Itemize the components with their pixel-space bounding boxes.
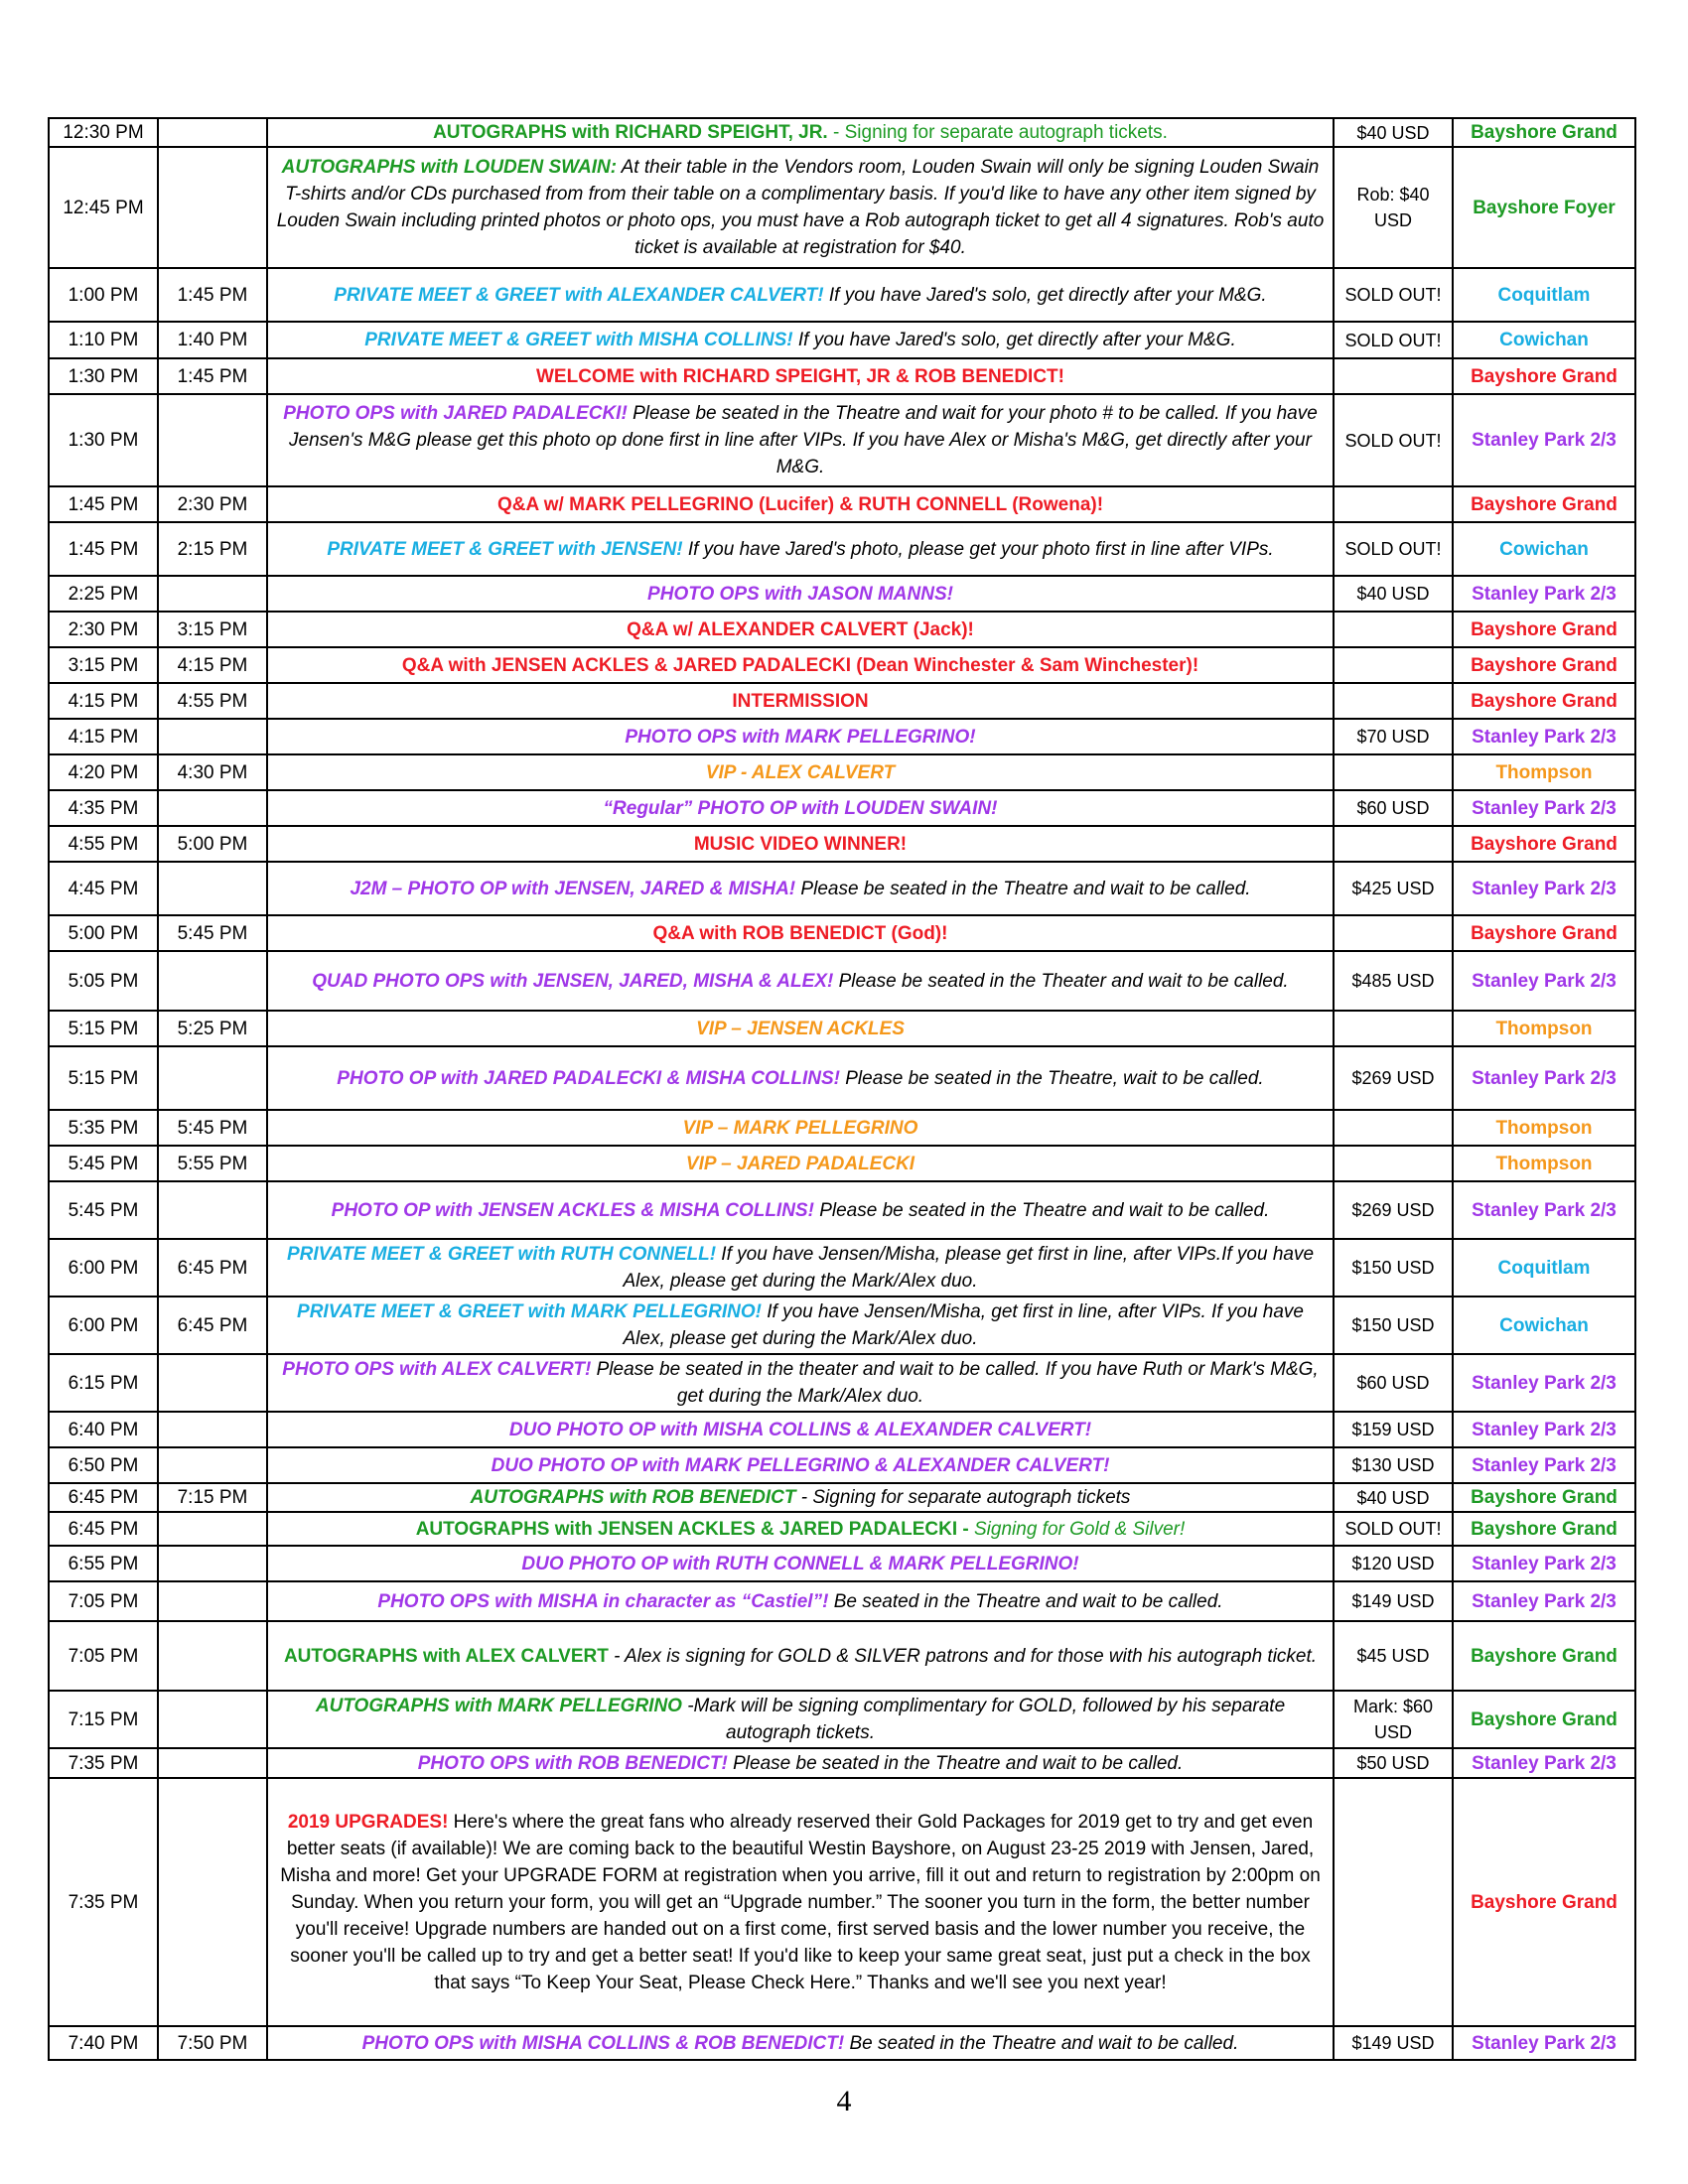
- schedule-row: [49, 522, 1635, 576]
- event-details: - Signing for separate autograph tickets.: [827, 122, 1168, 143]
- event-title: PRIVATE MEET & GREET with JENSEN!: [327, 538, 683, 560]
- room: Cowichan: [1453, 322, 1635, 358]
- price: [1334, 486, 1453, 522]
- room: Stanley Park 2/3: [1453, 862, 1635, 915]
- event-description: [267, 790, 1334, 826]
- schedule-row: [49, 1011, 1635, 1046]
- event-details: If you have Jared's photo, please get your photo first in line after VIPs.: [682, 538, 1274, 560]
- price: SOLD OUT!: [1334, 1512, 1453, 1546]
- end-time: 6:45 PM: [158, 1239, 267, 1297]
- schedule-row: [49, 322, 1635, 358]
- price: $40 USD: [1334, 118, 1453, 147]
- end-time: 1:45 PM: [158, 358, 267, 394]
- schedule-row: [49, 358, 1635, 394]
- event-title: VIP - ALEX CALVERT: [705, 761, 896, 783]
- event-description: [267, 1181, 1334, 1239]
- schedule-row: [49, 951, 1635, 1011]
- event-title: “Regular” PHOTO OP with LOUDEN SWAIN!: [603, 797, 998, 819]
- start-time: 5:15 PM: [49, 1011, 158, 1046]
- room: Stanley Park 2/3: [1453, 1354, 1635, 1412]
- start-time: 4:15 PM: [49, 683, 158, 719]
- price: $149 USD: [1334, 1581, 1453, 1621]
- start-time: 5:05 PM: [49, 951, 158, 1011]
- start-time: 12:45 PM: [49, 147, 158, 268]
- schedule-row: [49, 862, 1635, 915]
- price: [1334, 1110, 1453, 1146]
- price: $60 USD: [1334, 1354, 1453, 1412]
- start-time: 5:15 PM: [49, 1046, 158, 1110]
- event-details: Please be seated in the Theatre, wait to be called.: [839, 1067, 1264, 1089]
- room: Stanley Park 2/3: [1453, 1546, 1635, 1581]
- start-time: 6:50 PM: [49, 1447, 158, 1483]
- event-title: Q&A w/ MARK PELLEGRINO (Lucifer) & RUTH CONNELL (Rowena)!: [496, 493, 1104, 515]
- start-time: 7:05 PM: [49, 1581, 158, 1621]
- start-time: 7:35 PM: [49, 1778, 158, 2026]
- end-time: 4:30 PM: [158, 754, 267, 790]
- price: Mark: $60 USD: [1334, 1691, 1453, 1748]
- room: Bayshore Grand: [1453, 1621, 1635, 1691]
- end-time: [158, 147, 267, 268]
- event-description: [267, 358, 1334, 394]
- event-title: PHOTO OPS with MISHA in character as “Castiel”!: [377, 1590, 829, 1612]
- schedule-row: [49, 1778, 1635, 2026]
- end-time: 2:15 PM: [158, 522, 267, 576]
- event-title: AUTOGRAPHS with JENSEN ACKLES & JARED PADALECKI -: [415, 1518, 969, 1540]
- schedule-row: [49, 683, 1635, 719]
- end-time: 4:55 PM: [158, 683, 267, 719]
- event-description: [267, 754, 1334, 790]
- schedule-row: [49, 1239, 1635, 1297]
- room: Bayshore Grand: [1453, 683, 1635, 719]
- start-time: 7:05 PM: [49, 1621, 158, 1691]
- event-title: J2M – PHOTO OP with JENSEN, JARED & MISHA!: [350, 878, 796, 899]
- schedule-row: [49, 1546, 1635, 1581]
- start-time: 6:00 PM: [49, 1239, 158, 1297]
- room: Stanley Park 2/3: [1453, 2026, 1635, 2060]
- schedule-body: [49, 118, 1635, 2060]
- event-title: PHOTO OPS with MARK PELLEGRINO!: [625, 726, 976, 748]
- end-time: 7:50 PM: [158, 2026, 267, 2060]
- end-time: 3:15 PM: [158, 612, 267, 647]
- event-details: At their table in the Vendors room, Louden Swain will only be signing Louden Swain T-shirts and/or CDs purchased from from their table on a complimentary basis. If you'd like to have any other item signed by Louden Swain including printed photos or photo ops, you must have a Rob autograph ticket to get all 4 signatures. Rob's auto ticket is available at registration for $40.: [276, 157, 1325, 258]
- room: Stanley Park 2/3: [1453, 951, 1635, 1011]
- price: $150 USD: [1334, 1239, 1453, 1297]
- event-details: Please be seated in the theater and wait to be called. If you have Ruth or Mark's M&G, get during the Mark/Alex duo.: [591, 1359, 1319, 1407]
- room: Bayshore Grand: [1453, 1778, 1635, 2026]
- schedule-row: [49, 486, 1635, 522]
- schedule-row: [49, 147, 1635, 268]
- end-time: [158, 1691, 267, 1748]
- start-time: 4:45 PM: [49, 862, 158, 915]
- event-description: [267, 1110, 1334, 1146]
- start-time: 1:45 PM: [49, 486, 158, 522]
- event-description: [267, 1354, 1334, 1412]
- start-time: 1:00 PM: [49, 268, 158, 322]
- event-title: PHOTO OPS with JASON MANNS!: [647, 583, 953, 605]
- event-title: AUTOGRAPHS with ROB BENEDICT: [470, 1487, 796, 1508]
- end-time: [158, 862, 267, 915]
- event-title: PHOTO OPS with ROB BENEDICT!: [417, 1752, 728, 1774]
- event-details: Please be seated in the Theatre and wait to be called.: [727, 1752, 1184, 1774]
- end-time: [158, 1447, 267, 1483]
- end-time: 7:15 PM: [158, 1483, 267, 1512]
- room: Bayshore Grand: [1453, 358, 1635, 394]
- price: $120 USD: [1334, 1546, 1453, 1581]
- price: $150 USD: [1334, 1297, 1453, 1354]
- event-title: QUAD PHOTO OPS with JENSEN, JARED, MISHA & ALEX!: [312, 970, 834, 992]
- room: Stanley Park 2/3: [1453, 1748, 1635, 1778]
- event-description: [267, 1046, 1334, 1110]
- event-description: [267, 1483, 1334, 1512]
- start-time: 4:35 PM: [49, 790, 158, 826]
- end-time: [158, 1512, 267, 1546]
- event-description: [267, 1581, 1334, 1621]
- price: $60 USD: [1334, 790, 1453, 826]
- schedule-row: [49, 1748, 1635, 1778]
- event-description: [267, 1748, 1334, 1778]
- event-description: [267, 862, 1334, 915]
- page-number: 4: [836, 2085, 852, 2117]
- room: Stanley Park 2/3: [1453, 1181, 1635, 1239]
- event-title: Q&A with ROB BENEDICT (God)!: [652, 922, 948, 944]
- start-time: 5:35 PM: [49, 1110, 158, 1146]
- schedule-row: [49, 1483, 1635, 1512]
- price: SOLD OUT!: [1334, 268, 1453, 322]
- event-title: AUTOGRAPHS with MARK PELLEGRINO: [315, 1696, 682, 1716]
- event-description: [267, 268, 1334, 322]
- event-title: Q&A with JENSEN ACKLES & JARED PADALECKI (Dean Winchester & Sam Winchester)!: [401, 654, 1199, 676]
- event-details: Be seated in the Theatre and wait to be called.: [828, 1590, 1223, 1612]
- end-time: [158, 394, 267, 486]
- event-title: VIP – JARED PADALECKI: [685, 1153, 915, 1174]
- start-time: 6:40 PM: [49, 1412, 158, 1447]
- schedule-row: [49, 394, 1635, 486]
- schedule-row: [49, 268, 1635, 322]
- event-details: Please be seated in the Theater and wait to be called.: [833, 970, 1289, 992]
- event-description: [267, 1621, 1334, 1691]
- schedule-row: [49, 576, 1635, 612]
- price: [1334, 612, 1453, 647]
- start-time: 5:00 PM: [49, 915, 158, 951]
- event-title: PRIVATE MEET & GREET with RUTH CONNELL!: [286, 1244, 717, 1265]
- start-time: 4:20 PM: [49, 754, 158, 790]
- event-title: Q&A w/ ALEXANDER CALVERT (Jack)!: [627, 618, 974, 640]
- room: Thompson: [1453, 1110, 1635, 1146]
- event-description: [267, 394, 1334, 486]
- end-time: 6:45 PM: [158, 1297, 267, 1354]
- room: Stanley Park 2/3: [1453, 790, 1635, 826]
- room: Cowichan: [1453, 522, 1635, 576]
- start-time: 6:15 PM: [49, 1354, 158, 1412]
- price: SOLD OUT!: [1334, 522, 1453, 576]
- event-description: [267, 1447, 1334, 1483]
- schedule-row: [49, 1110, 1635, 1146]
- schedule-row: [49, 826, 1635, 862]
- end-time: [158, 1748, 267, 1778]
- end-time: 2:30 PM: [158, 486, 267, 522]
- event-description: [267, 118, 1334, 147]
- price: $70 USD: [1334, 719, 1453, 754]
- price: $149 USD: [1334, 2026, 1453, 2060]
- room: Thompson: [1453, 1146, 1635, 1181]
- room: Bayshore Grand: [1453, 1483, 1635, 1512]
- event-details: Please be seated in the Theatre and wait to be called.: [795, 878, 1251, 899]
- price: $40 USD: [1334, 1483, 1453, 1512]
- price: $40 USD: [1334, 576, 1453, 612]
- event-description: [267, 1546, 1334, 1581]
- schedule-row: [49, 1581, 1635, 1621]
- event-details: If you have Jared's solo, get directly after your M&G.: [792, 330, 1236, 350]
- event-title: AUTOGRAPHS with ALEX CALVERT: [283, 1645, 609, 1667]
- schedule-row: [49, 1412, 1635, 1447]
- event-title: PRIVATE MEET & GREET with ALEXANDER CALVERT!: [334, 284, 824, 306]
- schedule-row: [49, 1447, 1635, 1483]
- event-details: Here's where the great fans who already reserved their Gold Packages for 2019 get to try and get even better seats (if available)! We are coming back to the beautiful Westin Bayshore, on August 23-25 2019 with Jensen, Jared, Misha and more! Get your UPGRADE FORM at registration when you arrive, fill it out and return to registration by 2:00pm on Sunday. When you return your form, you will get an “Upgrade number.” The sooner you turn in the form, the better number you'll receive! Upgrade numbers are handed out on a first come, first served basis and the lower number you receive, the sooner you'll be called up to try and get a better seat! If you'd like to keep your same great seat, just put a check in the box that says “To Keep Your Seat, Please Check Here.” Thanks and we'll see you next year!: [280, 1811, 1321, 1993]
- room: Stanley Park 2/3: [1453, 1412, 1635, 1447]
- event-details: - Signing for separate autograph tickets: [795, 1487, 1131, 1508]
- schedule-row: [49, 2026, 1635, 2060]
- event-title: MUSIC VIDEO WINNER!: [693, 833, 908, 855]
- room: Stanley Park 2/3: [1453, 1447, 1635, 1483]
- event-title: PRIVATE MEET & GREET with MISHA COLLINS!: [364, 330, 793, 350]
- end-time: [158, 1621, 267, 1691]
- end-time: [158, 1046, 267, 1110]
- event-description: [267, 1512, 1334, 1546]
- room: Cowichan: [1453, 1297, 1635, 1354]
- event-description: [267, 1412, 1334, 1447]
- start-time: 6:55 PM: [49, 1546, 158, 1581]
- end-time: [158, 1581, 267, 1621]
- price: $269 USD: [1334, 1181, 1453, 1239]
- start-time: 3:15 PM: [49, 647, 158, 683]
- room: Thompson: [1453, 754, 1635, 790]
- price: [1334, 754, 1453, 790]
- event-title: WELCOME with RICHARD SPEIGHT, JR & ROB BENEDICT!: [535, 365, 1064, 387]
- start-time: 6:00 PM: [49, 1297, 158, 1354]
- schedule-row: [49, 719, 1635, 754]
- end-time: [158, 118, 267, 147]
- event-title: PHOTO OPS with ALEX CALVERT!: [282, 1359, 592, 1380]
- price: [1334, 683, 1453, 719]
- start-time: 6:45 PM: [49, 1512, 158, 1546]
- event-title: AUTOGRAPHS with LOUDEN SWAIN:: [281, 157, 618, 178]
- room: Stanley Park 2/3: [1453, 576, 1635, 612]
- event-description: [267, 647, 1334, 683]
- event-description: [267, 915, 1334, 951]
- price: $159 USD: [1334, 1412, 1453, 1447]
- room: Bayshore Grand: [1453, 1691, 1635, 1748]
- event-title: DUO PHOTO OP with MISHA COLLINS & ALEXANDER CALVERT!: [508, 1419, 1092, 1440]
- event-description: [267, 576, 1334, 612]
- schedule-row: [49, 754, 1635, 790]
- event-description: [267, 1146, 1334, 1181]
- schedule-row: [49, 1354, 1635, 1412]
- room: Bayshore Grand: [1453, 647, 1635, 683]
- end-time: 4:15 PM: [158, 647, 267, 683]
- end-time: [158, 951, 267, 1011]
- room: Bayshore Grand: [1453, 915, 1635, 951]
- start-time: 7:35 PM: [49, 1748, 158, 1778]
- schedule-row: [49, 118, 1635, 147]
- schedule-row: [49, 1046, 1635, 1110]
- start-time: 1:45 PM: [49, 522, 158, 576]
- schedule-row: [49, 915, 1635, 951]
- price: $130 USD: [1334, 1447, 1453, 1483]
- start-time: 12:30 PM: [49, 118, 158, 147]
- event-description: [267, 951, 1334, 1011]
- start-time: 6:45 PM: [49, 1483, 158, 1512]
- start-time: 4:55 PM: [49, 826, 158, 862]
- end-time: [158, 1778, 267, 2026]
- event-title: VIP – JENSEN ACKLES: [696, 1018, 905, 1039]
- event-description: [267, 1778, 1334, 2026]
- start-time: 5:45 PM: [49, 1146, 158, 1181]
- price: $45 USD: [1334, 1621, 1453, 1691]
- room: Coquitlam: [1453, 268, 1635, 322]
- price: [1334, 826, 1453, 862]
- schedule-row: [49, 1297, 1635, 1354]
- end-time: 5:45 PM: [158, 1110, 267, 1146]
- price: $50 USD: [1334, 1748, 1453, 1778]
- event-title: PHOTO OPS with MISHA COLLINS & ROB BENEDICT!: [361, 2032, 845, 2054]
- event-description: [267, 719, 1334, 754]
- end-time: 5:25 PM: [158, 1011, 267, 1046]
- start-time: 2:30 PM: [49, 612, 158, 647]
- end-time: 5:00 PM: [158, 826, 267, 862]
- end-time: 1:45 PM: [158, 268, 267, 322]
- price: SOLD OUT!: [1334, 322, 1453, 358]
- event-title: INTERMISSION: [732, 690, 869, 712]
- schedule-row: [49, 790, 1635, 826]
- event-description: [267, 612, 1334, 647]
- event-description: [267, 2026, 1334, 2060]
- room: Stanley Park 2/3: [1453, 1046, 1635, 1110]
- event-details: Please be seated in the Theatre and wait to be called.: [813, 1199, 1270, 1221]
- start-time: 7:15 PM: [49, 1691, 158, 1748]
- schedule-row: [49, 1691, 1635, 1748]
- schedule-row: [49, 1181, 1635, 1239]
- schedule-row: [49, 647, 1635, 683]
- event-description: [267, 322, 1334, 358]
- event-title: AUTOGRAPHS with RICHARD SPEIGHT, JR.: [433, 122, 828, 143]
- room: Bayshore Grand: [1453, 826, 1635, 862]
- start-time: 7:40 PM: [49, 2026, 158, 2060]
- end-time: [158, 576, 267, 612]
- event-details: Signing for Gold & Silver!: [968, 1518, 1186, 1540]
- start-time: 1:30 PM: [49, 358, 158, 394]
- event-title: VIP – MARK PELLEGRINO: [682, 1117, 918, 1139]
- price: $425 USD: [1334, 862, 1453, 915]
- schedule-row: [49, 1146, 1635, 1181]
- event-description: [267, 683, 1334, 719]
- event-description: [267, 1239, 1334, 1297]
- room: Bayshore Grand: [1453, 118, 1635, 147]
- event-title: 2019 UPGRADES!: [287, 1811, 449, 1833]
- end-time: [158, 1412, 267, 1447]
- price: [1334, 1011, 1453, 1046]
- event-title: PHOTO OP with JARED PADALECKI & MISHA COLLINS!: [337, 1067, 840, 1089]
- end-time: [158, 719, 267, 754]
- price: [1334, 1146, 1453, 1181]
- schedule-table: [48, 117, 1636, 2061]
- event-title: DUO PHOTO OP with MARK PELLEGRINO & ALEXANDER CALVERT!: [491, 1454, 1110, 1476]
- room: Bayshore Grand: [1453, 1512, 1635, 1546]
- event-details: Be seated in the Theatre and wait to be called.: [844, 2032, 1239, 2054]
- price: [1334, 915, 1453, 951]
- schedule-row: [49, 1621, 1635, 1691]
- event-title: PHOTO OPS with JARED PADALECKI!: [283, 403, 628, 424]
- price: SOLD OUT!: [1334, 394, 1453, 486]
- price: Rob: $40 USD: [1334, 147, 1453, 268]
- start-time: 2:25 PM: [49, 576, 158, 612]
- price: [1334, 1778, 1453, 2026]
- event-description: [267, 1691, 1334, 1748]
- room: Bayshore Grand: [1453, 486, 1635, 522]
- end-time: 5:45 PM: [158, 915, 267, 951]
- room: Stanley Park 2/3: [1453, 394, 1635, 486]
- price: [1334, 647, 1453, 683]
- event-details: If you have Jensen/Misha, get first in line, after VIPs. If you have Alex, please get during the Mark/Alex duo.: [623, 1301, 1304, 1349]
- event-title: PHOTO OP with JENSEN ACKLES & MISHA COLLINS!: [331, 1199, 814, 1221]
- schedule-row: [49, 1512, 1635, 1546]
- event-details: Please be seated in the Theatre and wait for your photo # to be called. If you have Jensen's M&G please get this photo op done first in line after VIPs. If you have Alex or Misha's M&G, get directly after your M&G.: [289, 403, 1318, 478]
- event-description: [267, 1011, 1334, 1046]
- room: Coquitlam: [1453, 1239, 1635, 1297]
- price: $269 USD: [1334, 1046, 1453, 1110]
- start-time: 1:10 PM: [49, 322, 158, 358]
- end-time: [158, 1181, 267, 1239]
- price: [1334, 358, 1453, 394]
- event-description: [267, 147, 1334, 268]
- room: Bayshore Foyer: [1453, 147, 1635, 268]
- end-time: [158, 790, 267, 826]
- end-time: [158, 1354, 267, 1412]
- event-details: If you have Jared's solo, get directly after your M&G.: [823, 284, 1267, 306]
- room: Stanley Park 2/3: [1453, 719, 1635, 754]
- price: $485 USD: [1334, 951, 1453, 1011]
- start-time: 5:45 PM: [49, 1181, 158, 1239]
- room: Stanley Park 2/3: [1453, 1581, 1635, 1621]
- start-time: 4:15 PM: [49, 719, 158, 754]
- schedule-row: [49, 612, 1635, 647]
- event-description: [267, 826, 1334, 862]
- end-time: 1:40 PM: [158, 322, 267, 358]
- event-details: -Mark will be signing complimentary for GOLD, followed by his separate autograph tickets.: [681, 1696, 1286, 1743]
- start-time: 1:30 PM: [49, 394, 158, 486]
- event-details: - Alex is signing for GOLD & SILVER patrons and for those with his autograph ticket.: [608, 1645, 1318, 1667]
- event-description: [267, 486, 1334, 522]
- end-time: [158, 1546, 267, 1581]
- room: Bayshore Grand: [1453, 612, 1635, 647]
- event-description: [267, 522, 1334, 576]
- event-title: PRIVATE MEET & GREET with MARK PELLEGRINO!: [297, 1301, 762, 1322]
- event-description: [267, 1297, 1334, 1354]
- room: Thompson: [1453, 1011, 1635, 1046]
- end-time: 5:55 PM: [158, 1146, 267, 1181]
- event-title: DUO PHOTO OP with RUTH CONNELL & MARK PELLEGRINO!: [521, 1553, 1079, 1574]
- event-details: If you have Jensen/Misha, please get first in line, after VIPs.If you have Alex, please get during the Mark/Alex duo.: [623, 1244, 1315, 1292]
